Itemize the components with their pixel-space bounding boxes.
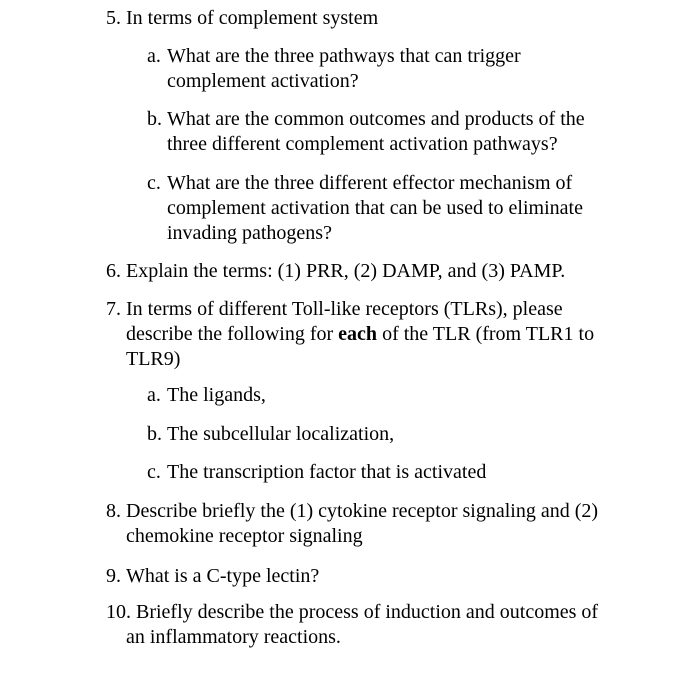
question-line: In terms of complement system [126,7,379,29]
question-number: 9. [106,565,121,587]
sub-question-label: a. [147,45,161,67]
sub-question-line: What are the common outcomes and products of the [167,108,585,130]
sub-question-label: c. [147,172,161,194]
question-7a [147,383,266,408]
question-number: 8. [106,500,121,522]
sub-question-label: b. [147,423,162,445]
question-line-segment: of the TLR (from TLR1 to [377,323,595,345]
sub-question-label: c. [147,461,161,483]
sub-question-line: The transcription factor that is activated [167,461,487,483]
question-5b [147,107,585,157]
question-line: TLR9) [126,348,181,370]
sub-question-text [167,460,486,485]
question-7 [106,297,594,372]
sub-question-line: three different complement activation pathways? [167,133,558,155]
question-10 [106,600,598,650]
question-5a [147,44,521,94]
question-number: 5. [106,7,121,29]
sub-question-line: What are the three pathways that can trigger [167,45,521,67]
sub-question-line: invading pathogens? [167,222,332,244]
question-8 [106,499,598,549]
question-number: 7. [106,298,121,320]
question-9 [106,564,319,589]
question-5c [147,171,583,246]
sub-question-text [167,422,394,447]
question-text [126,564,319,589]
question-line-segment: describe the following for [126,323,339,345]
question-line: Describe briefly the (1) cytokine receptor signaling and (2) [126,500,599,522]
question-7c [147,460,486,485]
question-text [126,600,598,650]
question-text [126,259,565,284]
sub-question-line: complement activation? [167,70,359,92]
question-line: Briefly describe the process of induction and outcomes of [136,601,599,623]
question-text [126,297,594,372]
sub-question-line: The ligands, [167,384,266,406]
question-number: 6. [106,260,121,282]
question-line: In terms of different Toll-like receptors (TLRs), please [126,298,563,320]
sub-question-text [167,107,585,157]
question-line: What is a C-type lectin? [126,565,320,587]
question-number: 10. [106,601,131,623]
question-line: an inflammatory reactions. [126,626,341,648]
question-6 [106,259,565,284]
question-text [126,6,378,31]
sub-question-line: The subcellular localization, [167,423,395,445]
sub-question-line: complement activation that can be used to eliminate [167,197,583,219]
question-line: Explain the terms: (1) PRR, (2) DAMP, and (3) PAMP. [126,260,566,282]
question-line: chemokine receptor signaling [126,525,363,547]
question-text [126,499,598,549]
question-line [126,322,594,347]
question-7b [147,422,394,447]
sub-question-label: a. [147,384,161,406]
question-5 [106,6,378,31]
sub-question-line: What are the three different effector mechanism of [167,172,573,194]
sub-question-label: b. [147,108,162,130]
sub-question-text [167,383,266,408]
sub-question-text [167,171,583,246]
emphasis-text: each [338,323,378,345]
sub-question-text [167,44,521,94]
